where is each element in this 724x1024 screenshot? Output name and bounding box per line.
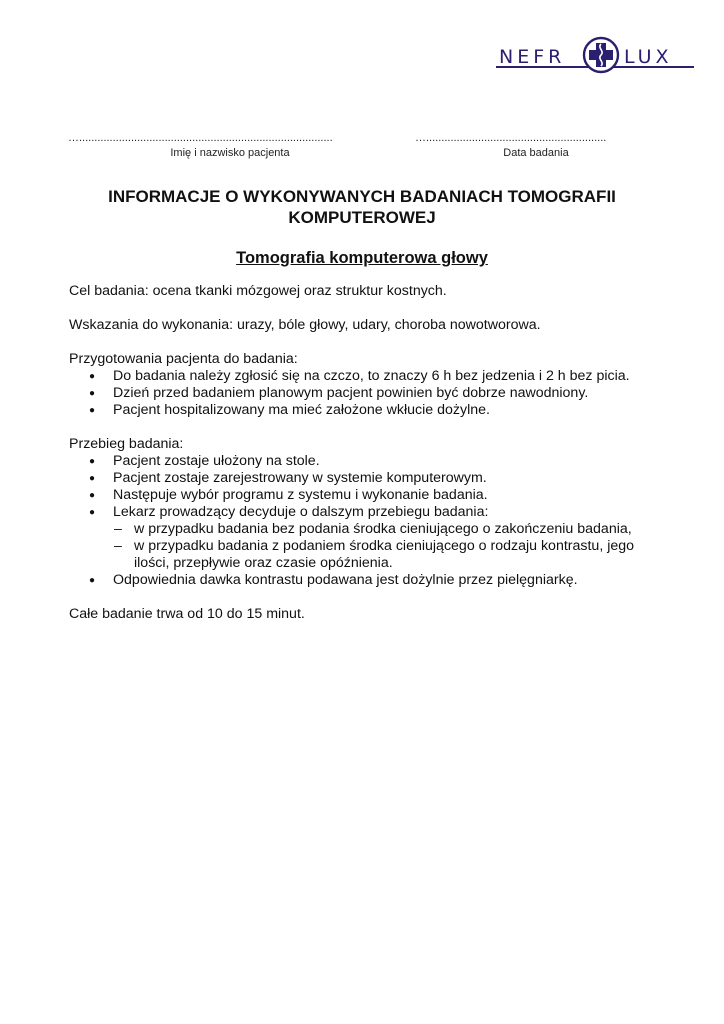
- list-item: ● Odpowiednia dawka kontrastu podawana jest dożylnie przez pielęgniarkę.: [69, 572, 669, 589]
- sub-list-item: – w przypadku badania bez podania środka cieniującego o zakończeniu badania,: [69, 521, 669, 538]
- list-item: ● Pacjent zostaje zarejestrowany w systemie komputerowym.: [69, 470, 669, 487]
- patient-name-dots: …...................................................................................: [68, 132, 333, 144]
- logo-graphic: [496, 34, 694, 84]
- exam-purpose: Cel badania: ocena tkanki mózgowej oraz struktur kostnych.: [69, 283, 447, 299]
- list-item: ● Do badania należy zgłosić się na czczo, to znaczy 6 h bez jedzenia i 2 h bez picia.: [69, 368, 669, 385]
- list-item: ● Pacjent hospitalizowany ma mieć założone wkłucie dożylne.: [69, 402, 669, 419]
- logo-text-left: NEFR: [499, 46, 566, 68]
- exam-date-dots: …...........................................................: [415, 132, 607, 144]
- procedure-sublist: [69, 521, 669, 572]
- exam-date-field: [415, 131, 657, 160]
- list-item: ● Lekarz prowadzący decyduje o dalszym przebiegu badania:: [69, 504, 669, 521]
- sub-list-item: – w przypadku badania z podaniem środka cieniującego o rodzaju kontrastu, jego ilości, przepływie oraz czasie opóźnienia.: [69, 538, 669, 572]
- patient-name-label: Imię i nazwisko pacjenta: [170, 147, 290, 159]
- procedure-list: [69, 453, 669, 521]
- exam-duration: Całe badanie trwa od 10 do 15 minut.: [69, 606, 305, 622]
- list-item: ● Pacjent zostaje ułożony na stole.: [69, 453, 669, 470]
- document-title: INFORMACJE O WYKONYWANYCH BADANIACH TOMOGRAFII KOMPUTEROWEJ: [108, 187, 616, 227]
- patient-name-field: [68, 131, 392, 160]
- exam-date-label: Data badania: [503, 147, 569, 159]
- document-body: [69, 283, 669, 623]
- exam-indications: Wskazania do wykonania: urazy, bóle głowy, udary, choroba nowotworowa.: [69, 317, 541, 333]
- preparation-heading: Przygotowania pacjenta do badania:: [69, 351, 298, 367]
- procedure-heading: Przebieg badania:: [69, 436, 184, 452]
- preparation-list: [69, 368, 669, 419]
- list-item: ● Następuje wybór programu z systemu i wykonanie badania.: [69, 487, 669, 504]
- document-subtitle: Tomografia komputerowa głowy: [236, 249, 488, 267]
- logo-text-right: LUX: [624, 46, 673, 68]
- list-item: ● Dzień przed badaniem planowym pacjent powinien być dobrze nawodniony.: [69, 385, 669, 402]
- nefrolux-logo: [496, 34, 694, 84]
- procedure-list-continued: [69, 572, 669, 589]
